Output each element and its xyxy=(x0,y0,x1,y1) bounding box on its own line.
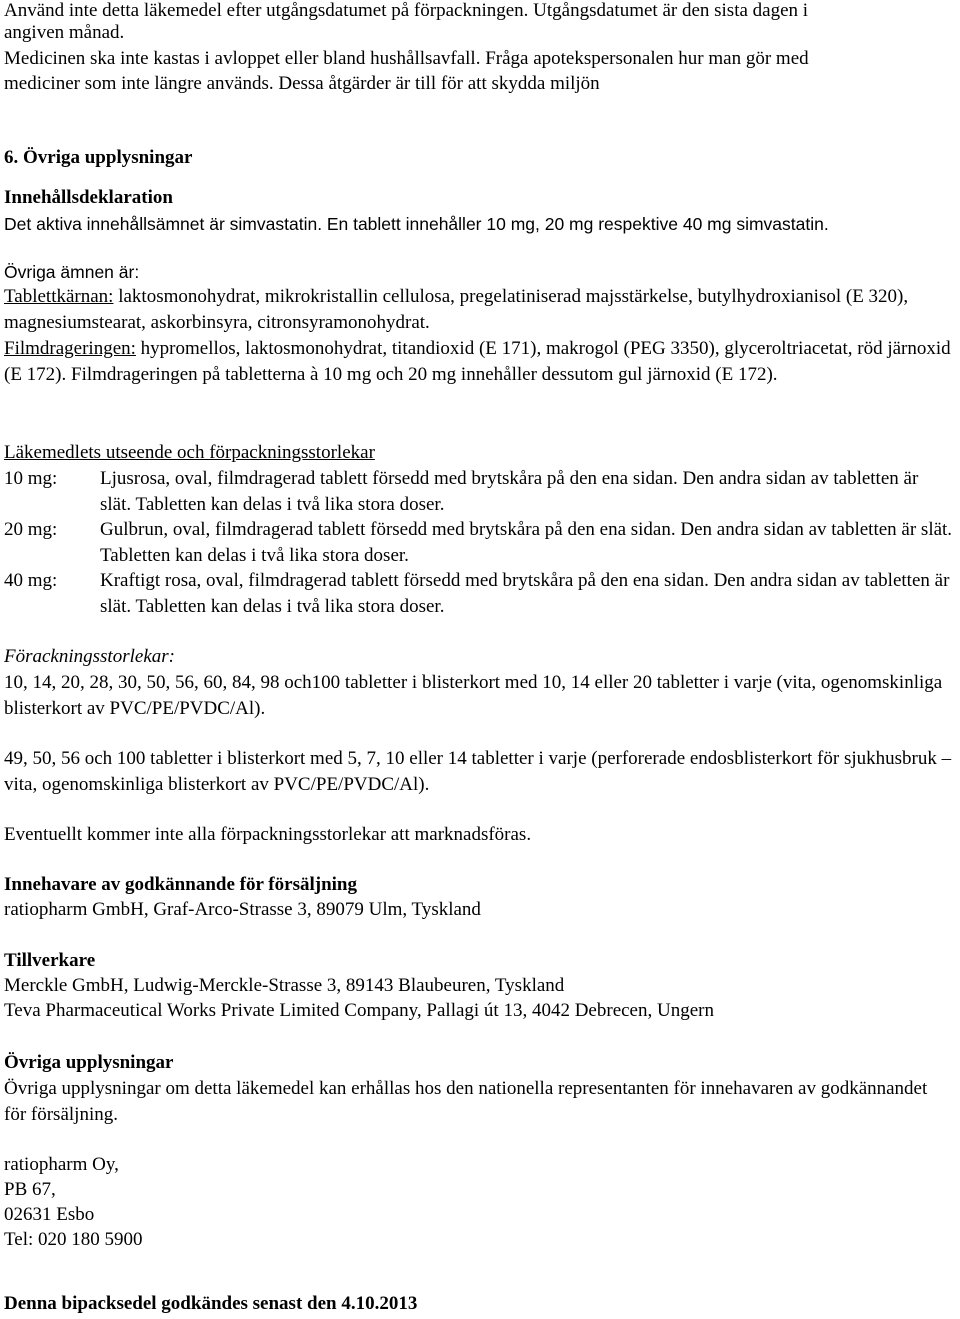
manufacturer-line-1: Merckle GmbH, Ludwig-Merckle-Strasse 3, 89143 Blaubeuren, Tyskland xyxy=(4,975,565,996)
disposal-line-4: mediciner som inte längre används. Dessa åtgärder är till för att skydda miljön xyxy=(4,73,600,94)
manufacturer-heading: Tillverkare xyxy=(4,950,96,971)
declaration-text xyxy=(4,213,829,236)
approval-date: Denna bipacksedel godkändes senast den 4.10.2013 xyxy=(4,1293,418,1314)
declaration-heading: Innehållsdeklaration xyxy=(4,187,173,208)
active-substance-text: Det aktiva innehållsämnet är simvastatin. xyxy=(4,214,323,234)
dose-description: Kraftigt rosa, oval, filmdragerad tablett försedd med brytskåra på den ena sidan. Den andra sidan av tabletten är slät. Tabletten kan delas i två lika stora doser. xyxy=(100,570,950,617)
dose-label: 20 mg: xyxy=(4,519,58,540)
appearance-heading: Läkemedlets utseende och förpackningsstorlekar xyxy=(4,442,375,463)
dose-row-10mg xyxy=(4,466,954,517)
tablet-core-label: Tablettkärnan: xyxy=(4,286,114,307)
address-line-3: 02631 Esbo xyxy=(4,1204,95,1225)
excipients-intro-text: Övriga ämnen är: xyxy=(4,262,140,282)
address-phone: Tel: 020 180 5900 xyxy=(4,1229,143,1250)
address-line-2: PB 67, xyxy=(4,1179,56,1200)
disposal-line-2: angiven månad. xyxy=(4,22,125,43)
dose-row-20mg xyxy=(4,517,954,568)
package-sizes-paragraph-2: 49, 50, 56 och 100 tabletter i blisterkort med 5, 7, 10 eller 14 tabletter i varje (perforerade endosblisterkort för sjukhusbruk – vita, ogenomskinliga blisterkort av PVC/PE/PVDC/Al). xyxy=(4,748,952,795)
package-sizes-note: Eventuellt kommer inte alla förpackningsstorlekar att marknadsföras. xyxy=(4,824,532,845)
dose-description: Gulbrun, oval, filmdragerad tablett försedd med brytskåra på den ena sidan. Den andra sidan av tabletten är slät. Tabletten kan delas i två lika stora doser. xyxy=(100,519,953,566)
tablet-content-text: En tablett innehåller 10 mg, 20 mg respektive 40 mg simvastatin. xyxy=(326,214,829,234)
disposal-line-3: Medicinen ska inte kastas i avloppet eller bland hushållsavfall. Fråga apotekspersonalen hur man gör med xyxy=(4,48,809,69)
holder-text: ratiopharm GmbH, Graf-Arco-Strasse 3, 89079 Ulm, Tyskland xyxy=(4,899,481,920)
excipients-intro xyxy=(4,261,139,284)
film-coating-text: hypromellos, laktosmonohydrat, titandioxid (E 171), makrogol (PEG 3350), glyceroltriacetat, röd järnoxid (E 172). Filmdrageringen på tabletterna à 10 mg och 20 mg innehåller dessutom gul järnoxid (E 172). xyxy=(4,338,951,385)
other-info-text: Övriga upplysningar om detta läkemedel kan erhållas hos den nationella representanten för innehavaren av godkännandet för försäljning. xyxy=(4,1078,928,1125)
address-line-1: ratiopharm Oy, xyxy=(4,1154,119,1175)
manufacturer-line-2: Teva Pharmaceutical Works Private Limited Company, Pallagi út 13, 4042 Debrecen, Ungern xyxy=(4,1000,714,1021)
section-heading: 6. Övriga upplysningar xyxy=(4,147,193,168)
holder-heading: Innehavare av godkännande för försäljning xyxy=(4,874,357,895)
dose-row-40mg xyxy=(4,568,954,619)
other-info-heading: Övriga upplysningar xyxy=(4,1052,174,1073)
film-coating-paragraph xyxy=(4,336,954,387)
film-coating-label: Filmdrageringen: xyxy=(4,338,136,359)
tablet-core-paragraph xyxy=(4,284,954,335)
tablet-core-text: laktosmonohydrat, mikrokristallin cellulosa, pregelatiniserad majsstärkelse, butylhydroxianisol (E 320), magnesiumstearat, askorbinsyra, citronsyramonohydrat. xyxy=(4,286,909,333)
disposal-line-1: Använd inte detta läkemedel efter utgångsdatumet på förpackningen. Utgångsdatumet är den sista dagen i xyxy=(4,0,809,21)
dose-description: Ljusrosa, oval, filmdragerad tablett försedd med brytskåra på den ena sidan. Den andra sidan av tabletten är slät. Tabletten kan delas i två lika stora doser. xyxy=(100,468,919,515)
dose-label: 40 mg: xyxy=(4,570,58,591)
dose-label: 10 mg: xyxy=(4,468,58,489)
package-sizes-heading: Förackningsstorlekar: xyxy=(4,646,175,667)
package-sizes-paragraph-1: 10, 14, 20, 28, 30, 50, 56, 60, 84, 98 och100 tabletter i blisterkort med 10, 14 eller 20 tabletter i varje (vita, ogenomskinliga blisterkort av PVC/PE/PVDC/Al). xyxy=(4,672,943,719)
